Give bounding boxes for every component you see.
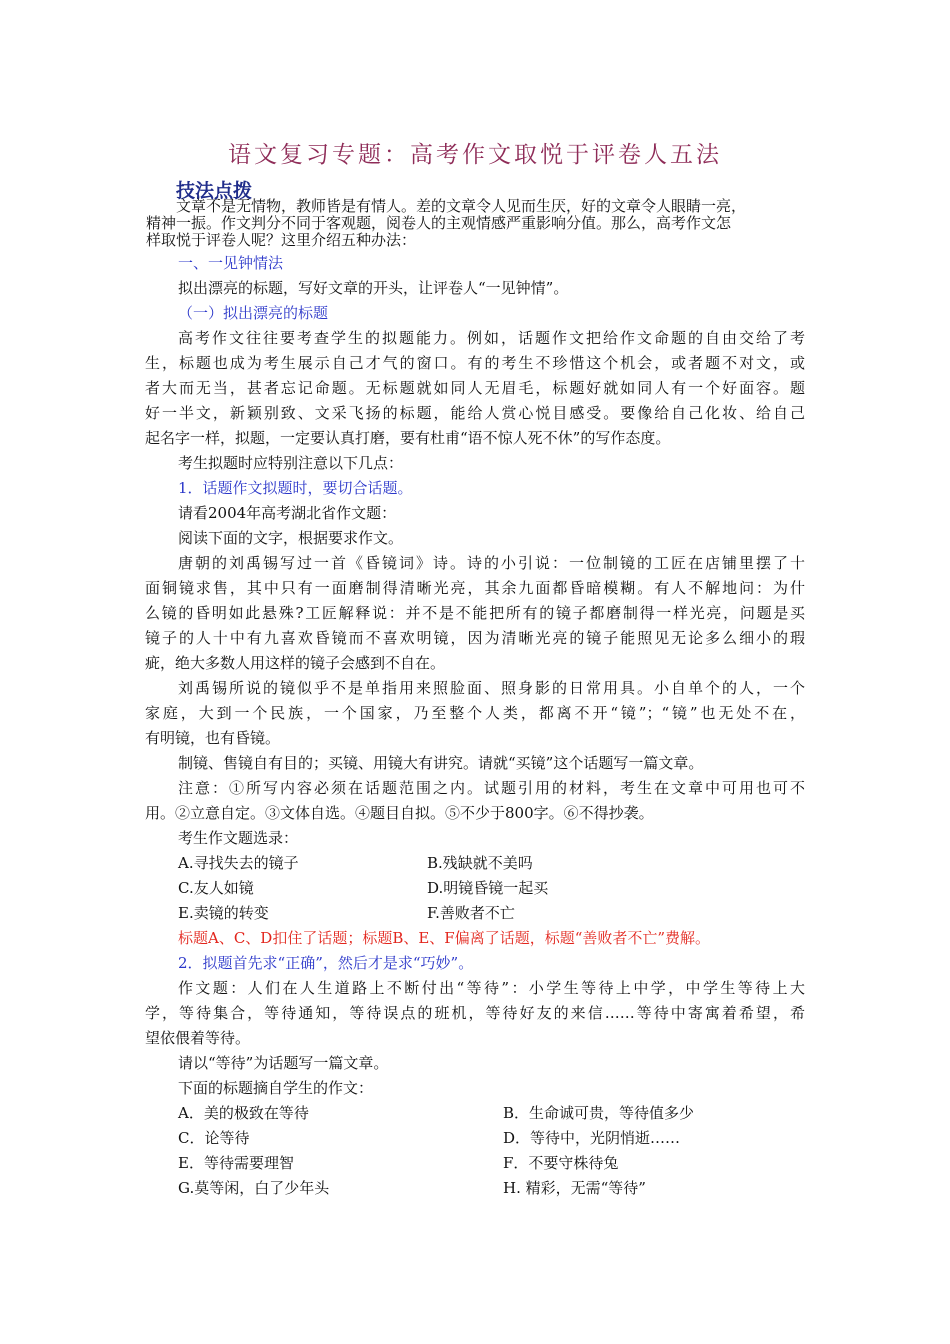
title-option: B.残缺就不美吗 <box>427 854 533 872</box>
title-option: A．美的极致在等待 <box>178 1104 309 1122</box>
paragraph-line: 高考作文往往要考查学生的拟题能力。例如，话题作文把给作文命题的自由交给了考 <box>178 329 805 347</box>
titles-label: 考生作文题选录： <box>178 829 299 847</box>
paragraph-line: 者大而无当，甚者忘记命题。无标题就如同人无眉毛，标题好就如同人有一个好面容。题 <box>145 379 805 397</box>
intro-line: 精神一振。作文判分不同于客观题，阅卷人的主观情感严重影响分值。那么，高考作文怎 <box>146 214 732 232</box>
paragraph-line: 起名字一样，拟题，一定要认真打磨，要有杜甫“语不惊人死不休”的写作态度。 <box>145 429 671 447</box>
title-option: E．等待需要理智 <box>178 1154 294 1172</box>
task-line: 制镜、售镜自有目的；买镜、用镜大有讲究。请就“买镜”这个话题写一篇文章。 <box>178 754 704 772</box>
story-line: 家庭，大到一个民族，一个国家，乃至整个人类，都离不开“镜”；“镜”也无处不在， <box>145 704 805 722</box>
title-option: F．不要守株待兔 <box>503 1154 619 1172</box>
story-line: 唐朝的刘禹锡写过一首《昏镜词》诗。诗的小引说：一位制镜的工匠在店铺里摆了十 <box>178 554 805 572</box>
comment-line: 标题A、C、D扣住了话题；标题B、E、F偏离了话题，标题“善败者不亡”费解。 <box>178 929 711 947</box>
story-line: 有明镜，也有昏镜。 <box>145 729 281 747</box>
method1-subheading: （一）拟出漂亮的标题 <box>178 304 329 322</box>
point2-heading: 2．拟题首先求“正确”，然后才是求“巧妙”。 <box>178 954 474 972</box>
story-line: 刘禹锡所说的镜似乎不是单指用来照脸面、照身影的日常用具。小自单个的人，一个 <box>178 679 805 697</box>
title-option: A.寻找失去的镜子 <box>178 854 299 872</box>
task-line: 请以“等待”为话题写一篇文章。 <box>178 1054 389 1072</box>
point1-instruction: 阅读下面的文字，根据要求作文。 <box>178 529 404 547</box>
paragraph-line: 好一半文，新颖别致、文采飞扬的标题，能给人赏心悦目感受。要像给自己化妆、给自己 <box>145 404 805 422</box>
title-option: E.卖镜的转变 <box>178 904 269 922</box>
notes-line: 用。②立意自定。③文体自选。④题目自拟。⑤不少于800字。⑥不得抄袭。 <box>145 804 654 822</box>
attention-line: 考生拟题时应特别注意以下几点： <box>178 454 404 472</box>
story-line: 面铜镜求售，其中只有一面磨制得清晰光亮，其余九面都昏暗模糊。有人不解地问：为什 <box>145 579 805 597</box>
title-option: D．等待中，光阴悄逝…… <box>503 1129 681 1147</box>
story-line: 疵，绝大多数人用这样的镜子会感到不自在。 <box>145 654 446 672</box>
intro-paragraph <box>146 198 806 249</box>
point1-intro: 请看2004年高考湖北省作文题： <box>178 504 397 522</box>
title-option: C．论等待 <box>178 1129 250 1147</box>
story-line: 镜子的人十中有九喜欢昏镜而不喜欢明镜，因为清晰光亮的镜子能照见无论多么细小的瑕 <box>145 629 805 647</box>
title-option: G.莫等闲，白了少年头 <box>178 1179 330 1197</box>
section-heading: 技法点拨 <box>176 180 253 202</box>
story-line: 么镜的昏明如此悬殊?工匠解释说：并不是不能把所有的镜子都磨制得一样光亮，问题是买 <box>145 604 805 622</box>
title-option: D.明镜昏镜一起买 <box>427 879 549 897</box>
title-option: F.善败者不亡 <box>427 904 515 922</box>
prompt-line: 望依偎着等待。 <box>145 1029 251 1047</box>
title-option: B．生命诚可贵，等待值多少 <box>503 1104 695 1122</box>
prompt-line: 作文题：人们在人生道路上不断付出“等待”：小学生等待上中学，中学生等待上大 <box>178 979 805 997</box>
method1-heading: 一、一见钟情法 <box>178 254 284 272</box>
notes-line: 注意：①所写内容必须在话题范围之内。试题引用的材料，考生在文章中可用也可不 <box>178 779 805 797</box>
page-title: 语文复习专题：高考作文取悦于评卷人五法 <box>228 142 722 168</box>
title-option: C.友人如镜 <box>178 879 254 897</box>
prompt-line: 学，等待集合，等待通知，等待误点的班机，等待好友的来信……等待中寄寓着希望，希 <box>145 1004 805 1022</box>
method1-summary: 拟出漂亮的标题，写好文章的开头，让评卷人“一见钟情”。 <box>178 279 569 297</box>
point1-heading: 1．话题作文拟题时，要切合话题。 <box>178 479 413 497</box>
title-option: H. 精彩，无需“等待” <box>503 1179 646 1197</box>
intro-line: 样取悦于评卷人呢？这里介绍五种办法： <box>146 231 417 249</box>
titles-label: 下面的标题摘自学生的作文： <box>178 1079 374 1097</box>
intro-line: 文章不是无情物，教师皆是有情人。差的文章令人见而生厌，好的文章令人眼睛一亮， <box>176 197 747 215</box>
paragraph-line: 生，标题也成为考生展示自己才气的窗口。有的考生不珍惜这个机会，或者题不对文，或 <box>145 354 805 372</box>
